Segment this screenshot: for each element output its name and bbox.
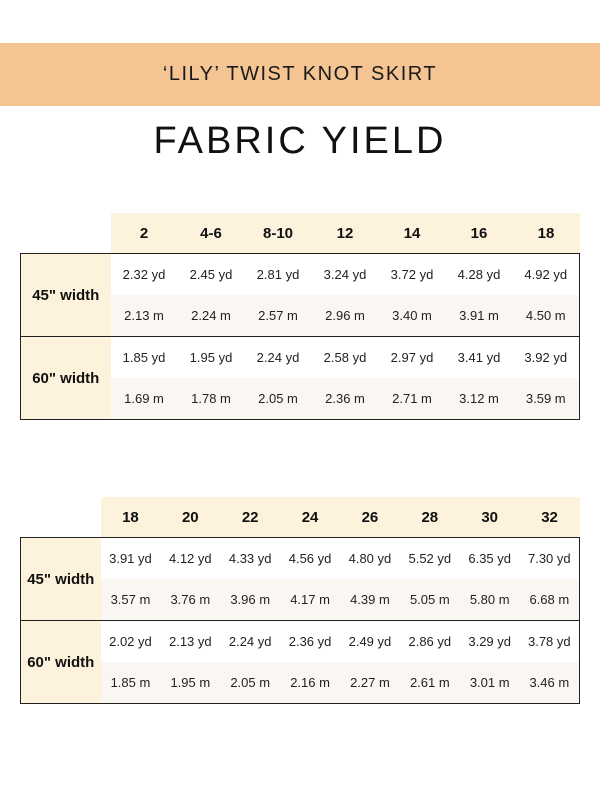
fabric-width-label: 45" width xyxy=(21,254,111,337)
meterage-cell: 2.27 m xyxy=(340,662,400,704)
yardage-cell: 2.97 yd xyxy=(379,337,446,379)
yardage-cell: 2.49 yd xyxy=(340,621,400,663)
meterage-cell: 2.13 m xyxy=(111,295,178,337)
meters-row xyxy=(21,662,580,704)
meterage-cell: 2.71 m xyxy=(379,378,446,420)
yardage-cell: 2.58 yd xyxy=(312,337,379,379)
yardage-cell: 2.81 yd xyxy=(245,254,312,296)
yards-row xyxy=(21,621,580,663)
meterage-cell: 4.17 m xyxy=(280,579,340,621)
yardage-cell: 2.13 yd xyxy=(160,621,220,663)
yardage-cell: 3.92 yd xyxy=(513,337,580,379)
meterage-cell: 1.95 m xyxy=(160,662,220,704)
meterage-cell: 2.16 m xyxy=(280,662,340,704)
yardage-cell: 4.92 yd xyxy=(513,254,580,296)
yardage-cell: 6.35 yd xyxy=(460,538,520,580)
meterage-cell: 3.40 m xyxy=(379,295,446,337)
yardage-cell: 3.41 yd xyxy=(446,337,513,379)
size-header-cell: 18 xyxy=(101,497,161,538)
size-header-cell: 32 xyxy=(520,497,580,538)
meterage-cell: 2.36 m xyxy=(312,378,379,420)
size-header-cell: 14 xyxy=(379,213,446,254)
yardage-cell: 3.72 yd xyxy=(379,254,446,296)
yardage-cell: 2.86 yd xyxy=(400,621,460,663)
yardage-cell: 2.24 yd xyxy=(245,337,312,379)
yardage-cell: 3.24 yd xyxy=(312,254,379,296)
size-header-cell: 20 xyxy=(160,497,220,538)
corner-cell xyxy=(21,213,111,254)
yardage-cell: 1.85 yd xyxy=(111,337,178,379)
size-header-cell: 2 xyxy=(111,213,178,254)
size-header-cell: 4-6 xyxy=(178,213,245,254)
size-header-cell: 8-10 xyxy=(245,213,312,254)
yardage-cell: 5.52 yd xyxy=(400,538,460,580)
meterage-cell: 3.46 m xyxy=(520,662,580,704)
meterage-cell: 5.80 m xyxy=(460,579,520,621)
yardage-cell: 2.36 yd xyxy=(280,621,340,663)
yardage-cell: 2.32 yd xyxy=(111,254,178,296)
yardage-cell: 2.24 yd xyxy=(220,621,280,663)
meterage-cell: 3.59 m xyxy=(513,378,580,420)
meterage-cell: 3.12 m xyxy=(446,378,513,420)
meterage-cell: 4.50 m xyxy=(513,295,580,337)
size-header-cell: 18 xyxy=(513,213,580,254)
yards-row xyxy=(21,254,580,296)
meterage-cell: 3.57 m xyxy=(101,579,161,621)
meterage-cell: 2.05 m xyxy=(245,378,312,420)
size-header-row xyxy=(21,213,580,254)
meterage-cell: 3.96 m xyxy=(220,579,280,621)
yardage-cell: 2.02 yd xyxy=(101,621,161,663)
meterage-cell: 2.96 m xyxy=(312,295,379,337)
yardage-cell: 4.28 yd xyxy=(446,254,513,296)
page-title: FABRIC YIELD xyxy=(153,120,447,162)
yardage-cell: 4.12 yd xyxy=(160,538,220,580)
meterage-cell: 5.05 m xyxy=(400,579,460,621)
meterage-cell: 2.57 m xyxy=(245,295,312,337)
fabric-width-label: 60" width xyxy=(21,621,101,704)
fabric-width-label: 45" width xyxy=(21,538,101,621)
yardage-cell: 3.29 yd xyxy=(460,621,520,663)
meterage-cell: 3.76 m xyxy=(160,579,220,621)
yardage-cell: 4.33 yd xyxy=(220,538,280,580)
meterage-cell: 2.05 m xyxy=(220,662,280,704)
size-header-cell: 30 xyxy=(460,497,520,538)
meterage-cell: 3.91 m xyxy=(446,295,513,337)
meterage-cell: 1.85 m xyxy=(101,662,161,704)
meterage-cell: 4.39 m xyxy=(340,579,400,621)
size-header-cell: 12 xyxy=(312,213,379,254)
size-header-cell: 22 xyxy=(220,497,280,538)
size-header-row xyxy=(21,497,580,538)
yards-row xyxy=(21,538,580,580)
fabric-yield-table-1 xyxy=(20,213,580,420)
title-banner xyxy=(0,43,600,106)
yardage-cell: 4.80 yd xyxy=(340,538,400,580)
meterage-cell: 2.61 m xyxy=(400,662,460,704)
yardage-cell: 7.30 yd xyxy=(520,538,580,580)
meterage-cell: 6.68 m xyxy=(520,579,580,621)
fabric-width-label: 60" width xyxy=(21,337,111,420)
corner-cell xyxy=(21,497,101,538)
yardage-cell: 3.78 yd xyxy=(520,621,580,663)
size-header-cell: 26 xyxy=(340,497,400,538)
meterage-cell: 3.01 m xyxy=(460,662,520,704)
size-header-cell: 28 xyxy=(400,497,460,538)
yardage-cell: 2.45 yd xyxy=(178,254,245,296)
pattern-name: ‘LILY’ TWIST KNOT SKIRT xyxy=(162,63,438,85)
yards-row xyxy=(21,337,580,379)
yardage-cell: 1.95 yd xyxy=(178,337,245,379)
size-header-cell: 16 xyxy=(446,213,513,254)
meterage-cell: 1.78 m xyxy=(178,378,245,420)
yardage-cell: 3.91 yd xyxy=(101,538,161,580)
meterage-cell: 2.24 m xyxy=(178,295,245,337)
meters-row xyxy=(21,579,580,621)
meterage-cell: 1.69 m xyxy=(111,378,178,420)
fabric-yield-table-2 xyxy=(20,497,580,704)
yardage-cell: 4.56 yd xyxy=(280,538,340,580)
size-header-cell: 24 xyxy=(280,497,340,538)
